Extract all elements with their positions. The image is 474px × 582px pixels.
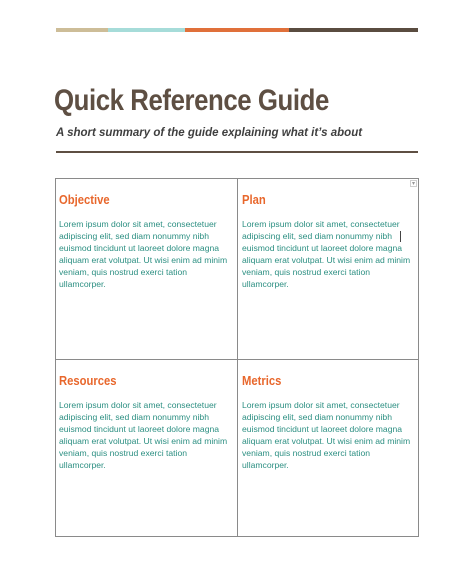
objective-heading[interactable]: Objective <box>59 193 110 207</box>
plan-body[interactable]: Lorem ipsum dolor sit amet, consectetuer adipiscing elit, sed diam nonummy nibh euismod tincidunt ut laoreet dolore magna aliquam erat volutpat. Ut wisi enim ad minim veniam, quis nostrud exerci tation ullamcorper. <box>242 219 411 290</box>
table-cell-resources[interactable] <box>56 360 238 536</box>
text-cursor <box>400 231 401 242</box>
plan-heading[interactable]: Plan <box>242 193 266 207</box>
metrics-heading[interactable]: Metrics <box>242 374 282 388</box>
table-cell-objective[interactable] <box>56 179 238 360</box>
document-title[interactable]: Quick Reference Guide <box>54 84 329 117</box>
color-bar-segment <box>108 28 185 32</box>
table-cell-metrics[interactable] <box>238 360 418 536</box>
table-move-handle-icon[interactable]: ▾ <box>411 181 415 187</box>
document-subtitle[interactable]: A short summary of the guide explaining what it’s about <box>56 127 363 139</box>
reference-table <box>55 178 419 537</box>
color-bar-segment <box>185 28 289 32</box>
resources-heading[interactable]: Resources <box>59 374 117 388</box>
table-cell-plan[interactable] <box>238 179 418 360</box>
resources-body[interactable]: Lorem ipsum dolor sit amet, consectetuer adipiscing elit, sed diam nonummy nibh euismod tincidunt ut laoreet dolore magna aliquam erat volutpat. Ut wisi enim ad minim veniam, quis nostrud exerci tation ullamcorper. <box>59 400 228 471</box>
metrics-body[interactable]: Lorem ipsum dolor sit amet, consectetuer adipiscing elit, sed diam nonummy nibh euismod tincidunt ut laoreet dolore magna aliquam erat volutpat. Ut wisi enim ad minim veniam, quis nostrud exerci tation ullamcorper. <box>242 400 411 471</box>
color-bar-segment <box>289 28 418 32</box>
title-divider <box>56 151 418 153</box>
color-bar-segment <box>56 28 108 32</box>
objective-body[interactable]: Lorem ipsum dolor sit amet, consectetuer adipiscing elit, sed diam nonummy nibh euismod tincidunt ut laoreet dolore magna aliquam erat volutpat. Ut wisi enim ad minim veniam, quis nostrud exerci tation ullamcorper. <box>59 219 228 290</box>
decorative-color-bar <box>56 28 418 32</box>
